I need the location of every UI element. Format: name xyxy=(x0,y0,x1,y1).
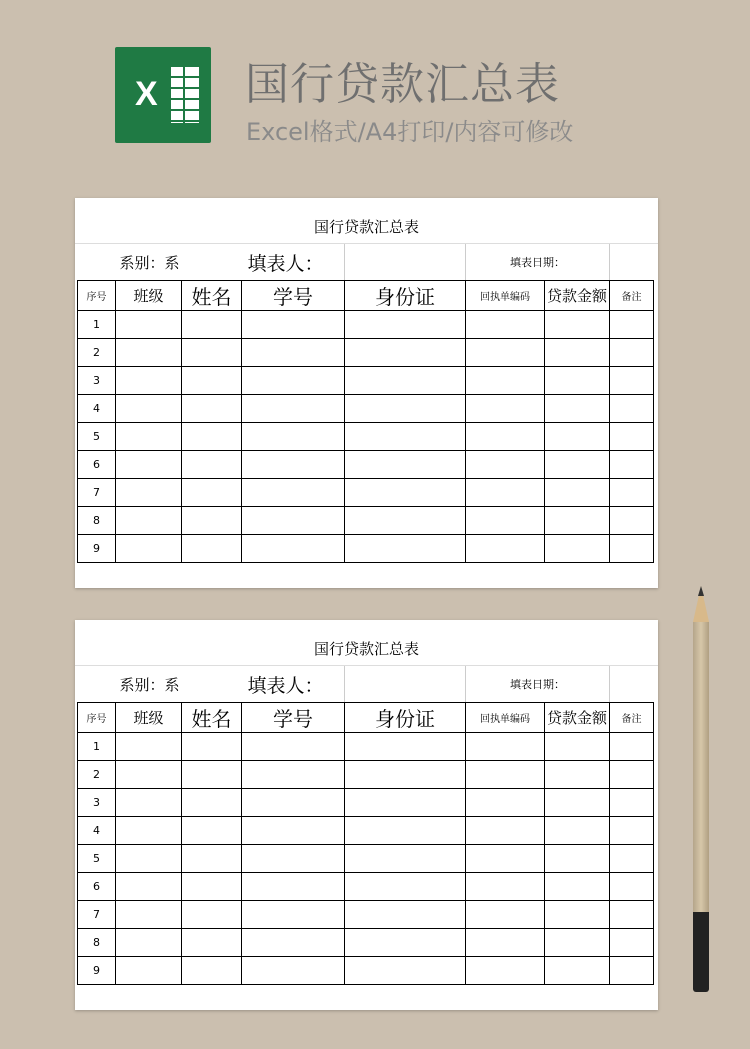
col-header-receipt: 回执单编码 xyxy=(466,281,545,311)
cell[interactable] xyxy=(545,507,610,535)
cell[interactable] xyxy=(345,367,466,395)
logo-letter: X xyxy=(135,75,158,113)
sheet-title: 国行贷款汇总表 xyxy=(75,620,658,666)
cell[interactable] xyxy=(466,367,545,395)
cell[interactable] xyxy=(182,733,242,761)
dept-label: 系别：系 xyxy=(116,244,242,281)
cell[interactable] xyxy=(545,817,610,845)
cell[interactable] xyxy=(182,423,242,451)
cell[interactable] xyxy=(242,733,345,761)
cell[interactable] xyxy=(345,507,466,535)
filler-field[interactable] xyxy=(345,244,466,281)
cell[interactable] xyxy=(545,929,610,957)
cell[interactable] xyxy=(545,451,610,479)
col-header-id-card: 身份证 xyxy=(345,281,466,311)
table-row xyxy=(78,957,654,985)
row-index: 2 xyxy=(78,761,116,789)
cell[interactable] xyxy=(466,761,545,789)
sheet-title: 国行贷款汇总表 xyxy=(75,198,658,244)
cell[interactable] xyxy=(116,479,182,507)
cell[interactable] xyxy=(345,845,466,873)
cell[interactable] xyxy=(345,789,466,817)
table-row xyxy=(78,395,654,423)
cell[interactable] xyxy=(466,901,545,929)
cell[interactable] xyxy=(610,873,654,901)
cell[interactable] xyxy=(116,535,182,563)
row-index: 6 xyxy=(78,873,116,901)
cell[interactable] xyxy=(610,423,654,451)
excel-logo-icon xyxy=(115,47,211,143)
cell[interactable] xyxy=(466,311,545,339)
cell[interactable] xyxy=(116,451,182,479)
cell[interactable] xyxy=(345,957,466,985)
table-row xyxy=(78,929,654,957)
table-row xyxy=(78,761,654,789)
cell[interactable] xyxy=(242,507,345,535)
col-header-id-card: 身份证 xyxy=(345,703,466,733)
table-row xyxy=(78,451,654,479)
cell[interactable] xyxy=(116,423,182,451)
cell[interactable] xyxy=(345,479,466,507)
cell[interactable] xyxy=(182,873,242,901)
cell[interactable] xyxy=(545,423,610,451)
cell[interactable] xyxy=(116,339,182,367)
cell[interactable] xyxy=(182,845,242,873)
cell[interactable] xyxy=(242,845,345,873)
cell[interactable] xyxy=(610,817,654,845)
cell[interactable] xyxy=(610,451,654,479)
cell[interactable] xyxy=(345,901,466,929)
cell[interactable] xyxy=(545,479,610,507)
cell[interactable] xyxy=(466,395,545,423)
cell[interactable] xyxy=(116,761,182,789)
col-header-amount: 贷款金额 xyxy=(545,703,610,733)
cell[interactable] xyxy=(182,339,242,367)
cell[interactable] xyxy=(545,957,610,985)
cell[interactable] xyxy=(242,789,345,817)
cell[interactable] xyxy=(182,817,242,845)
cell[interactable] xyxy=(345,733,466,761)
cell[interactable] xyxy=(545,311,610,339)
cell[interactable] xyxy=(466,957,545,985)
cell[interactable] xyxy=(545,733,610,761)
sheet-1 xyxy=(75,198,658,588)
cell[interactable] xyxy=(466,789,545,817)
cell[interactable] xyxy=(610,761,654,789)
cell[interactable] xyxy=(610,733,654,761)
cell[interactable] xyxy=(345,535,466,563)
cell[interactable] xyxy=(116,845,182,873)
table-row xyxy=(78,311,654,339)
row-index: 3 xyxy=(78,789,116,817)
cell[interactable] xyxy=(242,873,345,901)
row-index: 1 xyxy=(78,311,116,339)
cell[interactable] xyxy=(466,845,545,873)
cell[interactable] xyxy=(466,507,545,535)
table-row xyxy=(78,479,654,507)
cell[interactable] xyxy=(242,761,345,789)
dept-label: 系别：系 xyxy=(116,666,242,703)
cell[interactable] xyxy=(182,395,242,423)
loan-table xyxy=(77,666,654,985)
row-index: 7 xyxy=(78,479,116,507)
cell[interactable] xyxy=(182,761,242,789)
cell[interactable] xyxy=(242,901,345,929)
cell[interactable] xyxy=(610,339,654,367)
cell[interactable] xyxy=(545,845,610,873)
table-row xyxy=(78,535,654,563)
cell[interactable] xyxy=(116,901,182,929)
filler-label: 填表人： xyxy=(242,666,345,703)
cell[interactable] xyxy=(182,311,242,339)
cell[interactable] xyxy=(610,845,654,873)
cell[interactable] xyxy=(610,901,654,929)
cell[interactable] xyxy=(610,789,654,817)
cell[interactable] xyxy=(345,761,466,789)
cell[interactable] xyxy=(242,451,345,479)
cell[interactable] xyxy=(345,929,466,957)
cell[interactable] xyxy=(466,451,545,479)
cell[interactable] xyxy=(242,479,345,507)
cell[interactable] xyxy=(116,957,182,985)
blank-cell xyxy=(78,244,116,281)
table-row xyxy=(78,423,654,451)
filler-label: 填表人： xyxy=(242,244,345,281)
cell[interactable] xyxy=(345,339,466,367)
blank-cell xyxy=(78,666,116,703)
cell[interactable] xyxy=(545,535,610,563)
cell[interactable] xyxy=(116,873,182,901)
row-index: 2 xyxy=(78,339,116,367)
cell[interactable] xyxy=(545,339,610,367)
cell[interactable] xyxy=(610,395,654,423)
row-index: 6 xyxy=(78,451,116,479)
cell[interactable] xyxy=(182,535,242,563)
cell[interactable] xyxy=(545,789,610,817)
cell[interactable] xyxy=(116,367,182,395)
col-header-student-id: 学号 xyxy=(242,281,345,311)
cell[interactable] xyxy=(182,957,242,985)
cell[interactable] xyxy=(116,311,182,339)
row-index: 3 xyxy=(78,367,116,395)
row-index: 4 xyxy=(78,395,116,423)
col-header-remark: 备注 xyxy=(610,281,654,311)
date-label: 填表日期： xyxy=(466,666,610,703)
cell[interactable] xyxy=(545,761,610,789)
cell[interactable] xyxy=(242,311,345,339)
col-header-index: 序号 xyxy=(78,703,116,733)
pencil-icon xyxy=(690,586,712,1006)
cell[interactable] xyxy=(242,395,345,423)
cell[interactable] xyxy=(242,929,345,957)
cell[interactable] xyxy=(242,339,345,367)
row-index: 1 xyxy=(78,733,116,761)
table-row xyxy=(78,339,654,367)
pencil-body xyxy=(693,622,709,912)
row-index: 8 xyxy=(78,929,116,957)
cell[interactable] xyxy=(466,423,545,451)
table-row xyxy=(78,733,654,761)
spreadsheet-grid-icon xyxy=(171,67,199,123)
cell[interactable] xyxy=(182,479,242,507)
row-index: 4 xyxy=(78,817,116,845)
pencil-end xyxy=(693,912,709,992)
cell[interactable] xyxy=(466,929,545,957)
cell[interactable] xyxy=(610,535,654,563)
cell[interactable] xyxy=(345,311,466,339)
col-header-index: 序号 xyxy=(78,281,116,311)
table-row xyxy=(78,507,654,535)
filler-field[interactable] xyxy=(345,666,466,703)
cell[interactable] xyxy=(345,817,466,845)
cell[interactable] xyxy=(545,873,610,901)
col-header-amount: 贷款金额 xyxy=(545,281,610,311)
col-header-student-id: 学号 xyxy=(242,703,345,733)
cell[interactable] xyxy=(345,451,466,479)
cell[interactable] xyxy=(610,957,654,985)
cell[interactable] xyxy=(466,817,545,845)
row-index: 5 xyxy=(78,845,116,873)
col-header-receipt: 回执单编码 xyxy=(466,703,545,733)
cell[interactable] xyxy=(182,451,242,479)
table-row xyxy=(78,901,654,929)
cell[interactable] xyxy=(466,535,545,563)
row-index: 9 xyxy=(78,535,116,563)
cell[interactable] xyxy=(182,507,242,535)
page-subtitle: Excel格式/A4打印/内容可修改 xyxy=(246,118,574,146)
cell[interactable] xyxy=(545,901,610,929)
cell[interactable] xyxy=(242,367,345,395)
cell[interactable] xyxy=(242,535,345,563)
cell[interactable] xyxy=(610,311,654,339)
cell[interactable] xyxy=(466,339,545,367)
cell[interactable] xyxy=(466,733,545,761)
cell[interactable] xyxy=(116,507,182,535)
col-header-name: 姓名 xyxy=(182,703,242,733)
table-row xyxy=(78,845,654,873)
cell[interactable] xyxy=(182,367,242,395)
pencil-lead xyxy=(698,586,704,596)
cell[interactable] xyxy=(545,395,610,423)
cell[interactable] xyxy=(345,395,466,423)
cell[interactable] xyxy=(116,789,182,817)
row-index: 5 xyxy=(78,423,116,451)
cell[interactable] xyxy=(242,957,345,985)
cell[interactable] xyxy=(345,873,466,901)
col-header-name: 姓名 xyxy=(182,281,242,311)
cell[interactable] xyxy=(610,367,654,395)
cell[interactable] xyxy=(116,395,182,423)
cell[interactable] xyxy=(116,817,182,845)
cell[interactable] xyxy=(242,423,345,451)
row-index: 9 xyxy=(78,957,116,985)
loan-table xyxy=(77,244,654,563)
date-field[interactable] xyxy=(610,666,654,703)
cell[interactable] xyxy=(345,423,466,451)
table-row xyxy=(78,367,654,395)
row-index: 7 xyxy=(78,901,116,929)
table-row xyxy=(78,789,654,817)
cell[interactable] xyxy=(466,479,545,507)
cell[interactable] xyxy=(545,367,610,395)
col-header-remark: 备注 xyxy=(610,703,654,733)
cell[interactable] xyxy=(182,789,242,817)
cell[interactable] xyxy=(466,873,545,901)
row-index: 8 xyxy=(78,507,116,535)
sheet-2 xyxy=(75,620,658,1010)
cell[interactable] xyxy=(182,929,242,957)
cell[interactable] xyxy=(182,901,242,929)
date-label: 填表日期： xyxy=(466,244,610,281)
cell[interactable] xyxy=(116,733,182,761)
cell[interactable] xyxy=(116,929,182,957)
table-row xyxy=(78,817,654,845)
date-field[interactable] xyxy=(610,244,654,281)
cell[interactable] xyxy=(242,817,345,845)
page-title: 国行贷款汇总表 xyxy=(245,59,560,110)
col-header-class: 班级 xyxy=(116,281,182,311)
table-row xyxy=(78,873,654,901)
cell[interactable] xyxy=(610,507,654,535)
col-header-class: 班级 xyxy=(116,703,182,733)
cell[interactable] xyxy=(610,929,654,957)
cell[interactable] xyxy=(610,479,654,507)
